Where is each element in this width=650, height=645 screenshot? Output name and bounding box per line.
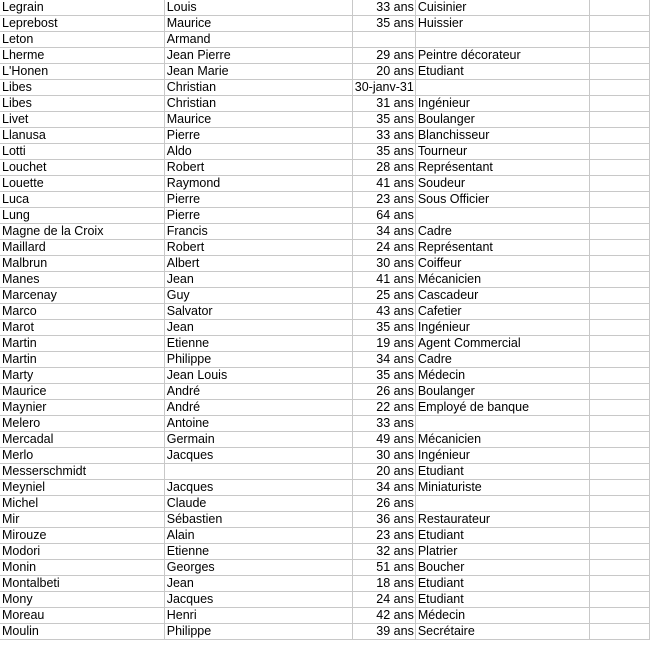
cell-nom[interactable]: Melero [0,416,164,432]
cell-nom[interactable]: Marty [0,368,164,384]
table-row [0,48,650,64]
cell-empty[interactable] [590,128,650,144]
cell-empty[interactable] [590,304,650,320]
cell-nom[interactable]: Monin [0,560,164,576]
cell-prenom[interactable]: Maurice [164,112,352,128]
cell-prenom[interactable]: Albert [164,256,352,272]
cell-age[interactable]: 34 ans [352,480,415,496]
cell-metier[interactable]: Etudiant [415,464,589,480]
cell-age[interactable]: 36 ans [352,512,415,528]
cell-nom[interactable]: Luca [0,192,164,208]
cell-empty[interactable] [590,368,650,384]
cell-nom[interactable]: Mir [0,512,164,528]
cell-nom[interactable]: Mony [0,592,164,608]
cell-age[interactable]: 39 ans [352,624,415,640]
cell-prenom[interactable]: Jean Louis [164,368,352,384]
cell-age[interactable]: 41 ans [352,176,415,192]
cell-metier[interactable] [415,80,589,96]
cell-age[interactable]: 35 ans [352,144,415,160]
cell-metier[interactable] [415,32,589,48]
cell-prenom[interactable]: Claude [164,496,352,512]
table-row [0,496,650,512]
cell-nom[interactable]: Marco [0,304,164,320]
cell-prenom[interactable]: Pierre [164,192,352,208]
cell-empty[interactable] [590,64,650,80]
cell-metier[interactable]: Huissier [415,16,589,32]
table-row [0,224,650,240]
cell-age[interactable]: 20 ans [352,464,415,480]
cell-prenom[interactable]: Maurice [164,16,352,32]
cell-age[interactable]: 43 ans [352,304,415,320]
cell-prenom[interactable]: Robert [164,240,352,256]
cell-age[interactable]: 30 ans [352,448,415,464]
cell-age[interactable]: 51 ans [352,560,415,576]
cell-empty[interactable] [590,336,650,352]
cell-empty[interactable] [590,448,650,464]
cell-empty[interactable] [590,272,650,288]
cell-metier[interactable]: Ingénieur [415,320,589,336]
table-row [0,464,650,480]
cell-empty[interactable] [590,0,650,16]
cell-age[interactable]: 29 ans [352,48,415,64]
table-row [0,96,650,112]
cell-metier[interactable] [415,416,589,432]
table-row [0,240,650,256]
cell-prenom[interactable]: Antoine [164,416,352,432]
table-row [0,16,650,32]
cell-age[interactable]: 35 ans [352,368,415,384]
table-row [0,544,650,560]
cell-empty[interactable] [590,544,650,560]
cell-metier[interactable]: Soudeur [415,176,589,192]
cell-metier[interactable]: Boulanger [415,384,589,400]
cell-prenom[interactable]: Pierre [164,128,352,144]
cell-age[interactable]: 26 ans [352,496,415,512]
cell-prenom[interactable]: Henri [164,608,352,624]
cell-metier[interactable]: Cascadeur [415,288,589,304]
cell-empty[interactable] [590,576,650,592]
cell-prenom[interactable]: Aldo [164,144,352,160]
cell-prenom[interactable]: Jean Marie [164,64,352,80]
cell-metier[interactable] [415,496,589,512]
table-row [0,416,650,432]
cell-age[interactable]: 30-janv-31 [352,80,415,96]
table-row [0,336,650,352]
cell-metier[interactable]: Etudiant [415,592,589,608]
cell-nom[interactable]: Modori [0,544,164,560]
cell-prenom[interactable]: Etienne [164,544,352,560]
cell-metier[interactable]: Etudiant [415,64,589,80]
table-row [0,256,650,272]
cell-empty[interactable] [590,416,650,432]
table-row [0,352,650,368]
cell-metier[interactable]: Médecin [415,368,589,384]
cell-empty[interactable] [590,592,650,608]
cell-nom[interactable]: L'Honen [0,64,164,80]
cell-nom[interactable]: Llanusa [0,128,164,144]
cell-metier[interactable]: Tourneur [415,144,589,160]
cell-metier[interactable]: Employé de banque [415,400,589,416]
cell-prenom[interactable]: Jacques [164,480,352,496]
cell-empty[interactable] [590,176,650,192]
cell-nom[interactable]: Messerschmidt [0,464,164,480]
cell-nom[interactable]: Libes [0,80,164,96]
cell-prenom[interactable]: Alain [164,528,352,544]
table-row [0,32,650,48]
cell-nom[interactable]: Legrain [0,0,164,16]
table-row [0,128,650,144]
cell-prenom[interactable]: Louis [164,0,352,16]
cell-prenom[interactable] [164,464,352,480]
cell-prenom[interactable]: Raymond [164,176,352,192]
cell-empty[interactable] [590,224,650,240]
cell-empty[interactable] [590,144,650,160]
cell-empty[interactable] [590,192,650,208]
cell-metier[interactable]: Médecin [415,608,589,624]
cell-age[interactable]: 19 ans [352,336,415,352]
cell-metier[interactable]: Agent Commercial [415,336,589,352]
table-row [0,64,650,80]
cell-prenom[interactable]: Salvator [164,304,352,320]
cell-empty[interactable] [590,528,650,544]
cell-empty[interactable] [590,32,650,48]
cell-nom[interactable]: Meyniel [0,480,164,496]
cell-prenom[interactable]: Etienne [164,336,352,352]
cell-empty[interactable] [590,288,650,304]
cell-nom[interactable]: Libes [0,96,164,112]
table-row [0,624,650,640]
cell-nom[interactable]: Marot [0,320,164,336]
cell-age[interactable]: 24 ans [352,592,415,608]
cell-prenom[interactable]: Armand [164,32,352,48]
cell-age[interactable]: 33 ans [352,416,415,432]
cell-prenom[interactable]: Christian [164,80,352,96]
cell-age[interactable]: 35 ans [352,16,415,32]
table-row [0,432,650,448]
cell-empty[interactable] [590,432,650,448]
cell-empty[interactable] [590,240,650,256]
cell-empty[interactable] [590,16,650,32]
cell-metier[interactable]: Boulanger [415,112,589,128]
cell-nom[interactable]: Leton [0,32,164,48]
cell-nom[interactable]: Malbrun [0,256,164,272]
table-row [0,208,650,224]
table-row [0,272,650,288]
cell-prenom[interactable]: André [164,400,352,416]
cell-empty[interactable] [590,256,650,272]
cell-metier[interactable]: Miniaturiste [415,480,589,496]
table-row [0,160,650,176]
cell-metier[interactable]: Coiffeur [415,256,589,272]
cell-nom[interactable]: Martin [0,336,164,352]
table-row [0,368,650,384]
cell-prenom[interactable]: Sébastien [164,512,352,528]
cell-nom[interactable]: Marcenay [0,288,164,304]
cell-empty[interactable] [590,384,650,400]
cell-empty[interactable] [590,464,650,480]
cell-empty[interactable] [590,560,650,576]
cell-nom[interactable]: Livet [0,112,164,128]
cell-age[interactable]: 49 ans [352,432,415,448]
cell-prenom[interactable]: André [164,384,352,400]
cell-prenom[interactable]: Francis [164,224,352,240]
cell-metier[interactable]: Mécanicien [415,272,589,288]
cell-metier[interactable]: Cafetier [415,304,589,320]
cell-prenom[interactable]: Robert [164,160,352,176]
cell-empty[interactable] [590,480,650,496]
cell-age[interactable]: 22 ans [352,400,415,416]
table-row [0,528,650,544]
cell-empty[interactable] [590,320,650,336]
table-row [0,304,650,320]
cell-prenom[interactable]: Jacques [164,448,352,464]
cell-nom[interactable]: Lung [0,208,164,224]
cell-prenom[interactable]: Jacques [164,592,352,608]
table-row [0,112,650,128]
cell-age[interactable]: 20 ans [352,64,415,80]
cell-nom[interactable]: Magne de la Croix [0,224,164,240]
cell-nom[interactable]: Manes [0,272,164,288]
cell-prenom[interactable]: Guy [164,288,352,304]
table-row [0,480,650,496]
cell-metier[interactable]: Boucher [415,560,589,576]
cell-nom[interactable]: Louchet [0,160,164,176]
cell-nom[interactable]: Maynier [0,400,164,416]
cell-metier[interactable]: Etudiant [415,528,589,544]
cell-empty[interactable] [590,624,650,640]
cell-age[interactable]: 33 ans [352,0,415,16]
cell-prenom[interactable]: Georges [164,560,352,576]
cell-metier[interactable]: Mécanicien [415,432,589,448]
cell-metier[interactable]: Platrier [415,544,589,560]
table-row [0,592,650,608]
table-row [0,608,650,624]
cell-age[interactable]: 23 ans [352,528,415,544]
cell-age[interactable]: 24 ans [352,240,415,256]
cell-age[interactable]: 32 ans [352,544,415,560]
cell-nom[interactable]: Moulin [0,624,164,640]
cell-nom[interactable]: Martin [0,352,164,368]
cell-metier[interactable]: Sous Officier [415,192,589,208]
cell-age[interactable]: 26 ans [352,384,415,400]
cell-prenom[interactable]: Philippe [164,352,352,368]
cell-empty[interactable] [590,160,650,176]
cell-age[interactable]: 30 ans [352,256,415,272]
cell-age[interactable]: 31 ans [352,96,415,112]
table-row [0,448,650,464]
cell-prenom[interactable]: Jean Pierre [164,48,352,64]
cell-nom[interactable]: Michel [0,496,164,512]
cell-metier[interactable]: Peintre décorateur [415,48,589,64]
cell-empty[interactable] [590,608,650,624]
table-row [0,192,650,208]
table-row [0,384,650,400]
cell-age[interactable]: 35 ans [352,112,415,128]
cell-empty[interactable] [590,208,650,224]
cell-nom[interactable]: Montalbeti [0,576,164,592]
cell-age[interactable]: 41 ans [352,272,415,288]
cell-metier[interactable]: Représentant [415,240,589,256]
table-row [0,320,650,336]
table-row [0,144,650,160]
cell-nom[interactable]: Lherme [0,48,164,64]
cell-age[interactable]: 33 ans [352,128,415,144]
cell-metier[interactable]: Restaurateur [415,512,589,528]
cell-prenom[interactable]: Christian [164,96,352,112]
table-row [0,176,650,192]
cell-prenom[interactable]: Pierre [164,208,352,224]
cell-metier[interactable]: Cadre [415,224,589,240]
cell-empty[interactable] [590,96,650,112]
cell-age[interactable]: 34 ans [352,224,415,240]
cell-empty[interactable] [590,80,650,96]
cell-nom[interactable]: Lotti [0,144,164,160]
table-row [0,80,650,96]
cell-metier[interactable]: Secrétaire [415,624,589,640]
cell-nom[interactable]: Louette [0,176,164,192]
cell-nom[interactable]: Maillard [0,240,164,256]
cell-prenom[interactable]: Jean [164,320,352,336]
cell-nom[interactable]: Mirouze [0,528,164,544]
cell-age[interactable]: 28 ans [352,160,415,176]
cell-age[interactable]: 42 ans [352,608,415,624]
cell-age[interactable]: 64 ans [352,208,415,224]
cell-age[interactable]: 35 ans [352,320,415,336]
cell-empty[interactable] [590,400,650,416]
cell-age[interactable]: 18 ans [352,576,415,592]
cell-metier[interactable]: Blanchisseur [415,128,589,144]
cell-metier[interactable] [415,208,589,224]
table-row [0,288,650,304]
cell-nom[interactable]: Mercadal [0,432,164,448]
cell-metier[interactable]: Ingénieur [415,448,589,464]
cell-prenom[interactable]: Germain [164,432,352,448]
cell-prenom[interactable]: Jean [164,272,352,288]
cell-age[interactable]: 25 ans [352,288,415,304]
table-row [0,560,650,576]
cell-empty[interactable] [590,352,650,368]
cell-empty[interactable] [590,496,650,512]
cell-metier[interactable]: Représentant [415,160,589,176]
table-row [0,576,650,592]
cell-empty[interactable] [590,48,650,64]
cell-nom[interactable]: Merlo [0,448,164,464]
table-row [0,0,650,16]
cell-prenom[interactable]: Philippe [164,624,352,640]
cell-nom[interactable]: Maurice [0,384,164,400]
cell-empty[interactable] [590,512,650,528]
cell-nom[interactable]: Moreau [0,608,164,624]
cell-nom[interactable]: Leprebost [0,16,164,32]
cell-age[interactable] [352,32,415,48]
cell-metier[interactable]: Cuisinier [415,0,589,16]
cell-empty[interactable] [590,112,650,128]
cell-age[interactable]: 23 ans [352,192,415,208]
cell-metier[interactable]: Cadre [415,352,589,368]
table-row [0,512,650,528]
cell-metier[interactable]: Etudiant [415,576,589,592]
table-row [0,400,650,416]
cell-metier[interactable]: Ingénieur [415,96,589,112]
cell-age[interactable]: 34 ans [352,352,415,368]
cell-prenom[interactable]: Jean [164,576,352,592]
